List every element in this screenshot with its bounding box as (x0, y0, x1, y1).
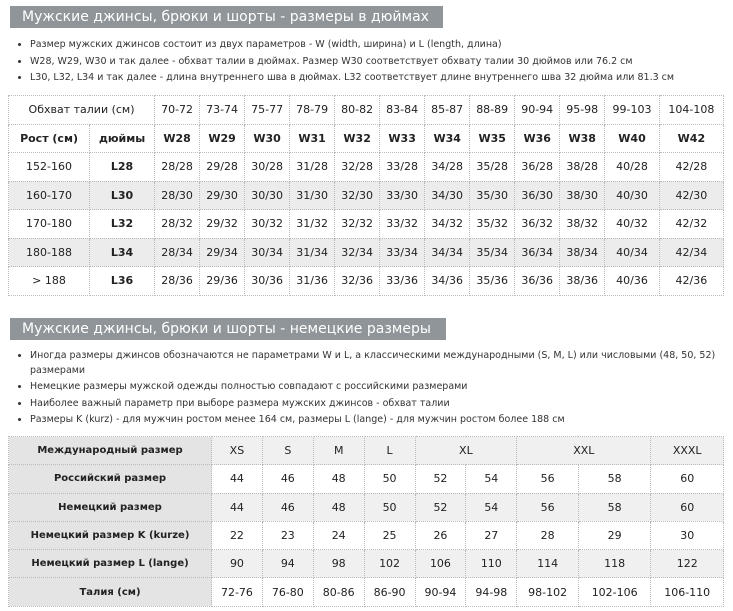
row-label: Немецкий размер L (lange) (9, 550, 212, 578)
row-label: Талия (см) (9, 578, 212, 606)
w-size: W31 (290, 124, 335, 153)
w-size: W38 (560, 124, 605, 153)
waist-range: 104-108 (659, 96, 723, 125)
size-cell: 32/36 (335, 267, 380, 296)
size-cell: 22 (212, 521, 263, 549)
size-cell: 56 (517, 493, 579, 521)
size-cell: 28/36 (155, 267, 200, 296)
german-size-row (9, 521, 724, 549)
size-cell: 54 (466, 493, 517, 521)
waist-range: 90-94 (515, 96, 560, 125)
waist-range: 75-77 (245, 96, 290, 125)
german-size-row (9, 550, 724, 578)
size-cell: 36/36 (515, 267, 560, 296)
size-cell: 44 (212, 493, 263, 521)
size-cell: 23 (262, 521, 313, 549)
size-cell: 54 (466, 465, 517, 493)
size-cell: 33/28 (380, 153, 425, 182)
size-cell: 106-110 (651, 578, 724, 606)
size-cell: 31/36 (290, 267, 335, 296)
size-cell: 32/30 (335, 181, 380, 210)
note-item: • Размер мужских джинсов состоит из двух параметров - W (width, ширина) и L (length, длина) (30, 38, 720, 53)
notes-list-german (10, 349, 720, 430)
height-cell: 170-180 (9, 210, 90, 239)
size-cell: 38/30 (560, 181, 605, 210)
size-cell: 32/32 (335, 210, 380, 239)
intl-size: XXXL (651, 437, 724, 465)
size-cell: 29/36 (200, 267, 245, 296)
size-cell: 48 (313, 465, 364, 493)
size-cell: 76-80 (262, 578, 313, 606)
size-cell: 80-86 (313, 578, 364, 606)
notes-list-inches (10, 38, 720, 88)
size-cell: 33/36 (380, 267, 425, 296)
height-cell: > 188 (9, 267, 90, 296)
size-cell: 30 (651, 521, 724, 549)
waist-range: 88-89 (470, 96, 515, 125)
size-cell: 38/34 (560, 238, 605, 267)
size-cell: 33/32 (380, 210, 425, 239)
size-cell: 35/36 (470, 267, 515, 296)
size-cell: 122 (651, 550, 724, 578)
size-cell: 31/34 (290, 238, 335, 267)
size-row (9, 181, 724, 210)
note-item: • Наиболее важный параметр при выборе размера мужских джинсов - обхват талии (30, 397, 720, 412)
german-size-row (9, 493, 724, 521)
size-cell: 90-94 (415, 578, 466, 606)
size-cell: 42/30 (659, 181, 723, 210)
waist-range: 83-84 (380, 96, 425, 125)
height-cell: 160-170 (9, 181, 90, 210)
size-cell: 50 (364, 493, 415, 521)
size-cell: 28/32 (155, 210, 200, 239)
size-cell: 56 (517, 465, 579, 493)
w-size: W40 (605, 124, 660, 153)
length-cell: L34 (90, 238, 155, 267)
size-cell: 72-76 (212, 578, 263, 606)
w-size-row (9, 124, 724, 153)
row-label: Немецкий размер K (kurze) (9, 521, 212, 549)
section-title-german: Мужские джинсы, брюки и шорты - немецкие размеры (10, 318, 446, 340)
size-cell: 28 (517, 521, 579, 549)
size-cell: 32/28 (335, 153, 380, 182)
waist-range: 78-79 (290, 96, 335, 125)
inch-size-table (8, 95, 724, 296)
size-cell: 34/30 (425, 181, 470, 210)
intl-size: M (313, 437, 364, 465)
size-cell: 35/28 (470, 153, 515, 182)
w-size: W30 (245, 124, 290, 153)
size-cell: 33/34 (380, 238, 425, 267)
size-cell: 24 (313, 521, 364, 549)
size-cell: 60 (651, 465, 724, 493)
height-cell: 152-160 (9, 153, 90, 182)
size-cell: 102 (364, 550, 415, 578)
size-cell: 36/32 (515, 210, 560, 239)
size-cell: 29/32 (200, 210, 245, 239)
w-size: W32 (335, 124, 380, 153)
size-cell: 30/30 (245, 181, 290, 210)
german-size-table (8, 436, 724, 607)
size-cell: 46 (262, 465, 313, 493)
size-cell: 114 (517, 550, 579, 578)
size-cell: 42/36 (659, 267, 723, 296)
size-cell: 28/34 (155, 238, 200, 267)
size-cell: 36/34 (515, 238, 560, 267)
size-cell: 26 (415, 521, 466, 549)
note-item: • W28, W29, W30 и так далее - обхват талии в дюймах. Размер W30 соответствует обхвату талии 30 дюймов или 76.2 см (30, 55, 720, 70)
size-row (9, 238, 724, 267)
german-size-row (9, 578, 724, 606)
size-cell: 29/30 (200, 181, 245, 210)
size-cell: 30/36 (245, 267, 290, 296)
size-cell: 35/30 (470, 181, 515, 210)
size-cell: 98-102 (517, 578, 579, 606)
size-cell: 31/28 (290, 153, 335, 182)
size-cell: 44 (212, 465, 263, 493)
size-cell: 35/34 (470, 238, 515, 267)
waist-label: Обхват талии (см) (9, 96, 155, 125)
length-cell: L30 (90, 181, 155, 210)
size-cell: 25 (364, 521, 415, 549)
waist-row (9, 96, 724, 125)
section-title-inches: Мужские джинсы, брюки и шорты - размеры в дюймах (10, 6, 443, 28)
size-cell: 94-98 (466, 578, 517, 606)
size-row (9, 267, 724, 296)
size-cell: 42/28 (659, 153, 723, 182)
size-cell: 27 (466, 521, 517, 549)
inches-header: дюймы (90, 124, 155, 153)
intl-size: XL (415, 437, 517, 465)
height-header: Рост (см) (9, 124, 90, 153)
intl-size-row (9, 437, 724, 465)
size-cell: 86-90 (364, 578, 415, 606)
row-label: Немецкий размер (9, 493, 212, 521)
waist-range: 70-72 (155, 96, 200, 125)
size-cell: 102-106 (578, 578, 650, 606)
german-size-row (9, 465, 724, 493)
size-cell: 118 (578, 550, 650, 578)
size-cell: 31/30 (290, 181, 335, 210)
intl-size-label: Международный размер (9, 437, 212, 465)
size-cell: 48 (313, 493, 364, 521)
note-item: • L30, L32, L34 и так далее - длина внутреннего шва в дюймах. L32 соответствует длине внутреннего шва 32 дюйма или 81.3 см (30, 71, 720, 86)
length-cell: L36 (90, 267, 155, 296)
size-cell: 32/34 (335, 238, 380, 267)
size-cell: 36/30 (515, 181, 560, 210)
size-cell: 98 (313, 550, 364, 578)
size-cell: 29/34 (200, 238, 245, 267)
note-item: • Немецкие размеры мужской одежды полностью совпадают с российскими размерами (30, 380, 720, 395)
size-cell: 94 (262, 550, 313, 578)
intl-size: XXL (517, 437, 651, 465)
intl-size: L (364, 437, 415, 465)
size-cell: 30/34 (245, 238, 290, 267)
size-cell: 40/36 (605, 267, 660, 296)
size-cell: 106 (415, 550, 466, 578)
w-size: W34 (425, 124, 470, 153)
size-cell: 40/34 (605, 238, 660, 267)
note-item: • Размеры K (kurz) - для мужчин ростом менее 164 см, размеры L (lange) - для мужчин ростом более 188 см (30, 413, 720, 428)
size-cell: 42/32 (659, 210, 723, 239)
size-cell: 34/34 (425, 238, 470, 267)
size-cell: 42/34 (659, 238, 723, 267)
waist-range: 73-74 (200, 96, 245, 125)
size-cell: 110 (466, 550, 517, 578)
size-cell: 28/30 (155, 181, 200, 210)
size-cell: 34/28 (425, 153, 470, 182)
intl-size: XS (212, 437, 263, 465)
row-label: Российский размер (9, 465, 212, 493)
size-cell: 34/36 (425, 267, 470, 296)
size-cell: 46 (262, 493, 313, 521)
size-cell: 60 (651, 493, 724, 521)
w-size: W33 (380, 124, 425, 153)
waist-range: 80-82 (335, 96, 380, 125)
size-cell: 38/32 (560, 210, 605, 239)
note-item: • Иногда размеры джинсов обозначаются не параметрами W и L, а классическими международными (S, M, L) или числовыми (48, 50, 52) размерами (30, 349, 720, 378)
size-cell: 40/30 (605, 181, 660, 210)
w-size: W29 (200, 124, 245, 153)
size-cell: 52 (415, 465, 466, 493)
size-cell: 58 (578, 465, 650, 493)
size-cell: 52 (415, 493, 466, 521)
size-cell: 50 (364, 465, 415, 493)
size-cell: 29 (578, 521, 650, 549)
size-cell: 34/32 (425, 210, 470, 239)
length-cell: L32 (90, 210, 155, 239)
size-cell: 38/36 (560, 267, 605, 296)
size-cell: 33/30 (380, 181, 425, 210)
waist-range: 95-98 (560, 96, 605, 125)
size-cell: 40/32 (605, 210, 660, 239)
w-size: W36 (515, 124, 560, 153)
waist-range: 85-87 (425, 96, 470, 125)
size-cell: 30/32 (245, 210, 290, 239)
size-cell: 90 (212, 550, 263, 578)
size-cell: 31/32 (290, 210, 335, 239)
size-cell: 35/32 (470, 210, 515, 239)
w-size: W42 (659, 124, 723, 153)
waist-range: 99-103 (605, 96, 660, 125)
intl-size: S (262, 437, 313, 465)
size-cell: 28/28 (155, 153, 200, 182)
height-cell: 180-188 (9, 238, 90, 267)
w-size: W28 (155, 124, 200, 153)
size-cell: 38/28 (560, 153, 605, 182)
size-row (9, 153, 724, 182)
length-cell: L28 (90, 153, 155, 182)
size-cell: 40/28 (605, 153, 660, 182)
size-row (9, 210, 724, 239)
w-size: W35 (470, 124, 515, 153)
size-cell: 30/28 (245, 153, 290, 182)
size-cell: 29/28 (200, 153, 245, 182)
size-cell: 36/28 (515, 153, 560, 182)
size-cell: 58 (578, 493, 650, 521)
